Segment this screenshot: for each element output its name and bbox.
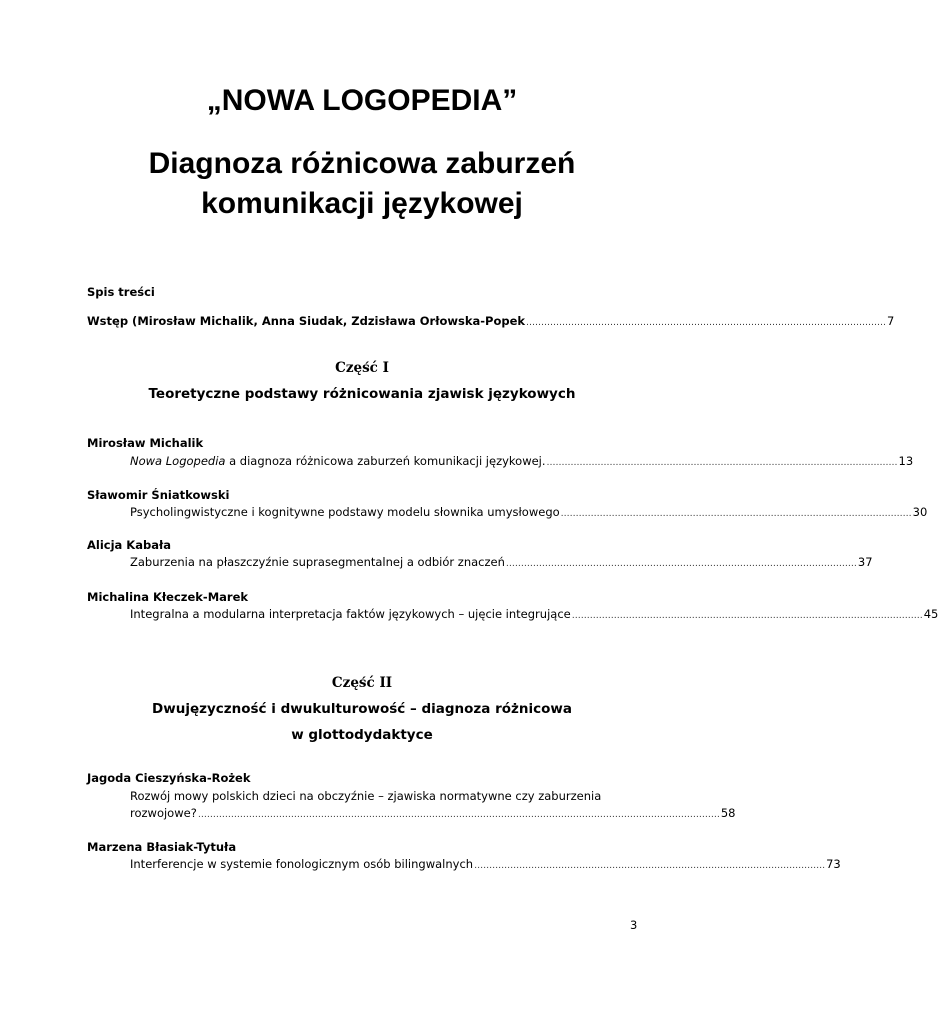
toc-author: Marzena Błasiak-Tytuła <box>87 840 237 854</box>
part2-title-line-2: w glottodydaktyce <box>291 727 433 743</box>
entry-title-rest: a diagnoza różnicowa zaburzeń komunikacji językowej. <box>225 454 546 468</box>
entry-title <box>130 454 546 468</box>
dot-leader: ……………………………………………………………………………………………………… <box>505 559 857 569</box>
intro-title: Wstęp (Mirosław Michalik, Anna Siudak, Zdzisława Orłowska-Popek <box>87 314 526 328</box>
toc-author: Jagoda Cieszyńska-Rożek <box>87 771 251 785</box>
toc-author: Michalina Kłeczek-Marek <box>87 590 249 604</box>
part2-label: Część II <box>331 675 393 691</box>
toc-heading: Spis treści <box>87 285 155 299</box>
part1-title: Teoretyczne podstawy różnicowania zjawisk językowych <box>148 386 576 402</box>
entry-page-number: 37 <box>857 555 873 569</box>
part1-label: Część I <box>335 360 389 376</box>
book-title: „NOWA LOGOPEDIA” <box>206 84 518 117</box>
toc-entry[interactable] <box>130 454 914 468</box>
dot-leader: ……………………………………………………………………………………………………… <box>474 861 826 871</box>
dot-leader: ………………………………………………………………………………………………………………………………………………………… <box>197 810 720 820</box>
entry-title: Interferencje w systemie fonologicznym osób bilingwalnych <box>130 857 474 871</box>
entry-page-number: 58 <box>720 806 736 820</box>
dot-leader: ……………………………………………………………………………………………………… <box>571 611 923 621</box>
toc-entry[interactable] <box>130 806 736 820</box>
toc-intro-entry[interactable] <box>87 314 895 328</box>
entry-title: Zaburzenia na płaszczyźnie suprasegmentalnej a odbiór znaczeń <box>130 555 505 569</box>
dot-leader: ……………………………………………………………………………………………………… <box>546 458 898 468</box>
toc-entry[interactable] <box>130 505 928 519</box>
entry-title: Integralna a modularna interpretacja faktów językowych – ujęcie integrujące <box>130 607 571 621</box>
subtitle-line-2: komunikacji językowej <box>201 187 523 220</box>
part2-title-line-1: Dwujęzyczność i dwukulturowość – diagnoza różnicowa <box>152 701 572 717</box>
entry-page-number: 73 <box>826 857 841 871</box>
toc-author: Alicja Kabała <box>87 538 171 552</box>
toc-entry[interactable] <box>130 857 841 871</box>
entry-title-line-2: rozwojowe? <box>130 806 197 820</box>
page-number: 3 <box>630 918 638 932</box>
book-subtitle <box>0 144 724 224</box>
dot-leader: ………………………………………………………………………………………………………… <box>526 318 887 328</box>
entry-page-number: 13 <box>898 454 914 468</box>
entry-title-line-1: Rozwój mowy polskich dzieci na obczyźnie – zjawiska normatywne czy zaburzenia <box>130 789 602 803</box>
entry-page-number: 45 <box>923 607 938 621</box>
toc-author: Mirosław Michalik <box>87 436 204 450</box>
dot-leader: ……………………………………………………………………………………………………… <box>560 509 912 519</box>
toc-entry[interactable] <box>130 555 873 569</box>
toc-entry[interactable] <box>130 607 938 621</box>
toc-author: Sławomir Śniatkowski <box>87 488 230 502</box>
intro-page-number: 7 <box>887 314 895 328</box>
entry-page-number: 30 <box>912 505 928 519</box>
entry-title-italic: Nowa Logopedia <box>130 454 226 468</box>
subtitle-line-1: Diagnoza różnicowa zaburzeń <box>148 147 576 180</box>
entry-title: Psycholingwistyczne i kognitywne podstawy modelu słownika umysłowego <box>130 505 560 519</box>
